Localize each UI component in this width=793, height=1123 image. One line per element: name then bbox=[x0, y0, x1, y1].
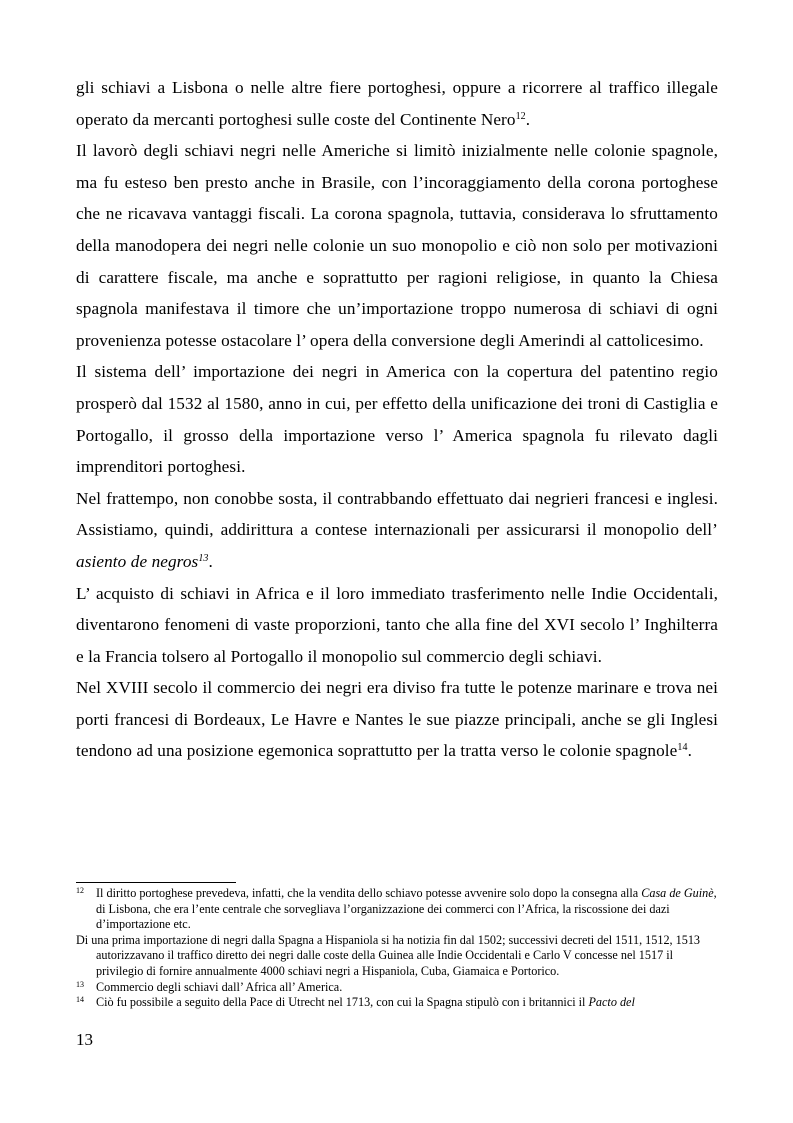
footnote-ref[interactable]: 14 bbox=[677, 742, 688, 754]
footnote-ref[interactable]: 13 bbox=[198, 552, 209, 564]
paragraph: Il lavorò degli schiavi negri nelle Americhe si limitò inizialmente nelle colonie spagnole, ma fu esteso ben presto anche in Brasile, con l’incoraggiamento della corona portoghese che ne ricavava vantaggi fiscali. La corona spagnola, tuttavia, considerava lo sfruttamento della manodopera dei negri nelle colonie un suo monopolio e ciò non solo per motivazioni di carattere fiscale, ma anche e soprattutto per ragioni religiose, in quanto la Chiesa spagnola manifestava il timore che un’importazione troppo numerosa di schiavi di ogni provenienza potesse ostacolare l’ opera della conversione degli Amerindi al cattolicesimo. bbox=[76, 141, 718, 350]
footnote: 12 Il diritto portoghese prevedeva, infatti, che la vendita dello schiavo potesse avvenire solo dopo la consegna alla Casa de Guinè, di Lisbona, che era l’ente centrale che sorvegliava l’organizzazione dei commerci con l’Africa, la riscossione dei dazi d’importazione etc. bbox=[76, 886, 717, 932]
paragraph: Il sistema dell’ importazione dei negri in America con la copertura del patentino regio prosperò dal 1532 al 1580, anno in cui, per effetto della unificazione dei troni di Castiglia e Portogallo, il grosso della importazione verso l’ America spagnola fu rilevato dagli imprenditori portoghesi. bbox=[76, 362, 718, 477]
footnote-divider bbox=[76, 882, 236, 883]
paragraph: gli schiavi a Lisbona o nelle altre fiere portoghesi, oppure a ricorrere al traffico illegale operato da mercanti portoghesi sulle coste del Continente Nero$^{12}$. bbox=[76, 78, 718, 129]
page-number: 13 bbox=[76, 1030, 93, 1049]
paragraph: L’ acquisto di schiavi in Africa e il loro immediato trasferimento nelle Indie Occidentali, diventarono fenomeni di vaste proporzioni, tanto che alla fine del XVI secolo l’ Inghilterra e la Francia tolsero al Portogallo il monopolio sul commercio degli schiavi. bbox=[76, 583, 718, 666]
footnotes bbox=[76, 886, 718, 1011]
footnote: 13 Commercio degli schiavi dall’ Africa all’ America. bbox=[76, 979, 343, 994]
body-text bbox=[76, 72, 718, 767]
footnote-continuation: Di una prima importazione di negri dalla Spagna a Hispaniola si ha notizia fin dal 1502; successivi decreti del 1511, 1512, 1513 autorizzavano il traffico diretto dei negri dalle coste della Guinea alle Indie Occidentali e Carlo V concesse nel 1517 il privilegio di fornire annualmente 4000 schiavi negri a Hispaniola, Cuba, Giamaica e Portorico. bbox=[76, 932, 701, 978]
paragraph: Nel frattempo, non conobbe sosta, il contrabbando effettuato dai negrieri francesi e inglesi. Assistiamo, quindi, addirittura a contese internazionali per assicurarsi il monopolio dell’ asiento de negros$^{13}$. bbox=[76, 488, 718, 571]
footnote: 14 Ciò fu possibile a seguito della Pace di Utrecht nel 1713, con cui la Spagna stipulò con i britannici il Pacto del bbox=[76, 995, 635, 1010]
paragraph: Nel XVIII secolo il commercio dei negri era diviso fra tutte le potenze marinare e trova nei porti francesi di Bordeaux, Le Havre e Nantes le sue piazze principali, anche se gli Inglesi tendono ad una posizione egemonica soprattutto per la tratta verso le colonie spagnole$^{14}$. bbox=[76, 678, 718, 761]
italic-term: asiento de negros bbox=[76, 551, 199, 571]
footnote-ref[interactable]: 12 bbox=[515, 110, 526, 122]
